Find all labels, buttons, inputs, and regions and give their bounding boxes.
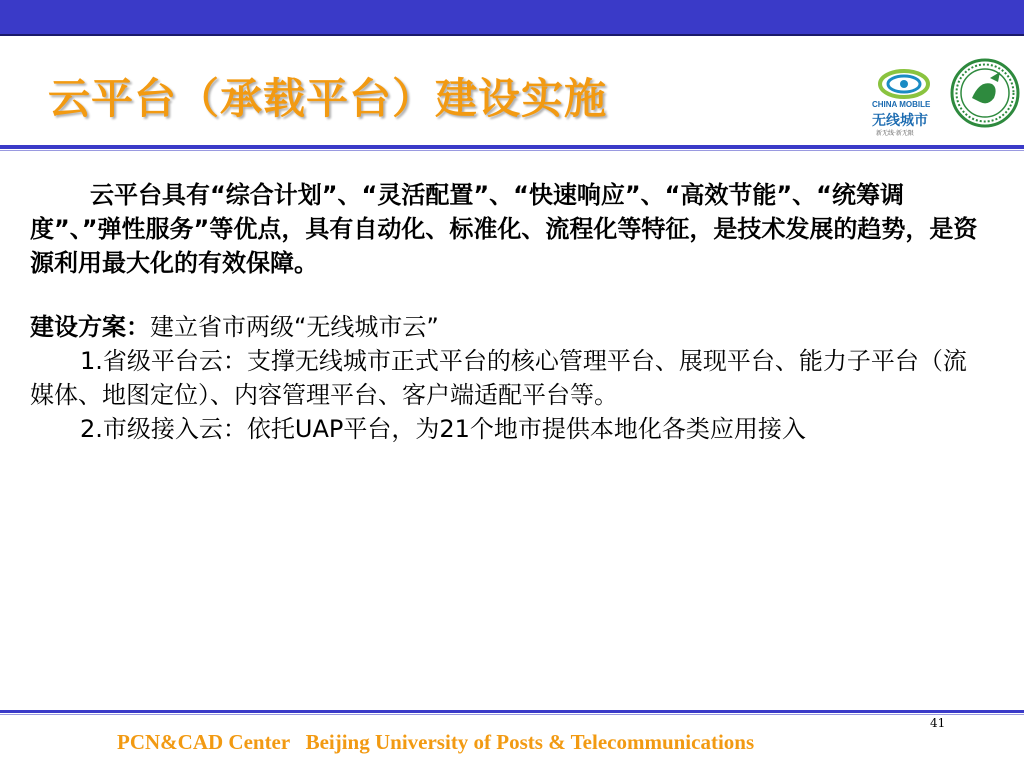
header-divider <box>0 145 1024 149</box>
wireless-city-text: 无线城市 <box>872 113 928 129</box>
top-bar <box>0 0 1024 36</box>
footer-text: PCN&CAD Center Beijing University of Posts & Telecommunications <box>117 730 755 754</box>
intro-paragraph: 云平台具有“综合计划”、“灵活配置”、“快速响应”、“高效节能”、“统筹调度”、”弹性服务”等优点，具有自动化、标准化、流程化等特征，是技术发展的趋势，是资源利用最大化的有效保障。 <box>30 181 978 277</box>
china-mobile-text: CHINA MOBILE <box>872 100 931 109</box>
slogan-text: 新无线·新无限 <box>876 130 914 137</box>
list-item-municipal: 2.市级接入云：依托UAP平台，为21个地市提供本地化各类应用接入 <box>80 415 806 443</box>
header-divider-thin <box>0 150 1024 151</box>
university-seal-icon <box>950 58 1020 128</box>
slide-title: 云平台（承载平台）建设实施 <box>48 74 608 123</box>
university-seal-logo <box>950 58 1020 128</box>
china-mobile-logo <box>866 64 942 140</box>
page-number: 41 <box>930 716 946 730</box>
plan-line <box>30 310 980 344</box>
plan-label: 建设方案： <box>30 313 150 341</box>
footer-divider <box>0 710 1024 713</box>
list-item-provincial: 1.省级平台云：支撑无线城市正式平台的核心管理平台、展现平台、能力子平台（流媒体、地图定位）、内容管理平台、客户端适配平台等。 <box>30 347 967 409</box>
plan-text: 建立省市两级“无线城市云” <box>150 313 439 341</box>
footer-divider-thin <box>0 714 1024 715</box>
slide-content <box>30 178 980 446</box>
